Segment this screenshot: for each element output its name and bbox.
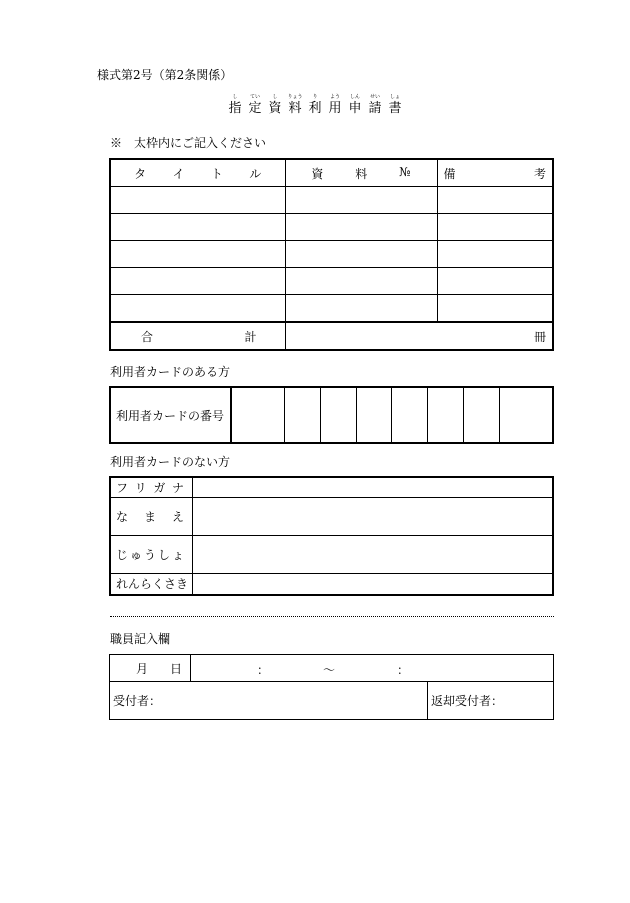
table-row — [110, 214, 553, 241]
number-cell[interactable] — [285, 241, 437, 268]
title-char — [388, 94, 402, 117]
title-cell[interactable] — [110, 295, 285, 323]
remarks-cell[interactable] — [437, 214, 553, 241]
title-kanji: 資 — [268, 101, 282, 116]
number-cell[interactable] — [285, 214, 437, 241]
page-title — [0, 83, 630, 117]
title-ruby: しょ — [389, 94, 400, 100]
title-kanji: 申 — [348, 101, 362, 116]
name-label: な ま え — [110, 497, 193, 535]
title-kanji: 料 — [288, 101, 302, 116]
material-number-header: 資 料 № — [285, 159, 437, 187]
card-digit-cell[interactable] — [285, 387, 321, 443]
title-cell[interactable] — [110, 187, 285, 214]
title-char — [308, 94, 322, 117]
address-label: じ ゅ う し ょ — [110, 535, 193, 573]
title-cell[interactable] — [110, 241, 285, 268]
number-cell[interactable] — [285, 295, 437, 323]
staff-table — [109, 654, 554, 720]
receiver-cell[interactable]: 受付者： — [110, 682, 428, 720]
total-count-cell[interactable]: 冊 — [285, 322, 553, 350]
materials-table — [109, 158, 554, 351]
card-digit-cell[interactable] — [356, 387, 392, 443]
applicant-info-table — [109, 476, 554, 596]
remarks-cell[interactable] — [437, 268, 553, 295]
title-ruby: し — [272, 94, 278, 100]
title-char — [228, 94, 242, 117]
title-char — [328, 94, 342, 117]
title-kanji: 用 — [328, 101, 342, 116]
title-kanji: 書 — [388, 101, 402, 116]
time-range-cell[interactable]: ： 〜 ： — [191, 655, 554, 682]
card-number-label: 利用者カードの番号 — [110, 387, 231, 443]
total-row — [110, 322, 553, 350]
title-char — [248, 94, 262, 117]
table-row — [110, 187, 553, 214]
table-row — [110, 241, 553, 268]
card-digit-cell[interactable] — [231, 387, 285, 443]
remarks-cell[interactable] — [437, 295, 553, 323]
contact-label: れんらくさき — [110, 573, 193, 595]
card-digit-cell[interactable] — [320, 387, 356, 443]
title-kanji: 定 — [248, 101, 262, 116]
card-digit-cell[interactable] — [428, 387, 464, 443]
title-kanji: 請 — [368, 101, 382, 116]
staff-section-heading: 職員記入欄 — [110, 632, 171, 646]
card-digit-cell[interactable] — [499, 387, 553, 443]
form-number: 様式第2号（第2条関係） — [97, 68, 233, 82]
remarks-cell[interactable] — [437, 241, 553, 268]
materials-header-row — [110, 159, 553, 187]
table-row — [110, 295, 553, 323]
card-digit-cell[interactable] — [463, 387, 499, 443]
title-char — [368, 94, 382, 117]
card-digit-cell[interactable] — [392, 387, 428, 443]
title-ruby: し — [232, 94, 238, 100]
title-ruby: り — [312, 94, 318, 100]
title-header: タ イ ト ル — [110, 159, 285, 187]
title-ruby: しん — [349, 94, 360, 100]
furigana-field[interactable] — [193, 477, 554, 497]
remarks-header: 備 考 — [437, 159, 553, 187]
title-char — [288, 94, 302, 117]
name-field[interactable] — [193, 497, 554, 535]
instruction-note: ※ 太枠内にご記入ください — [110, 136, 267, 150]
title-cell[interactable] — [110, 214, 285, 241]
title-ruby: りょう — [287, 94, 303, 100]
title-char — [348, 94, 362, 117]
card-section-heading: 利用者カードのある方 — [110, 365, 231, 379]
address-field[interactable] — [193, 535, 554, 573]
title-ruby: よう — [329, 94, 340, 100]
date-label: 月 日 — [110, 655, 191, 682]
number-cell[interactable] — [285, 187, 437, 214]
title-cell[interactable] — [110, 268, 285, 295]
total-label: 合 計 — [110, 322, 285, 350]
table-row — [110, 268, 553, 295]
title-ruby: てい — [249, 94, 260, 100]
remarks-cell[interactable] — [437, 187, 553, 214]
furigana-label: フ リ ガ ナ — [110, 477, 193, 497]
return-receiver-cell[interactable]: 返却受付者： — [428, 682, 554, 720]
title-char — [268, 94, 282, 117]
title-ruby: せい — [369, 94, 380, 100]
no-card-section-heading: 利用者カードのない方 — [110, 455, 231, 469]
number-cell[interactable] — [285, 268, 437, 295]
contact-field[interactable] — [193, 573, 554, 595]
card-number-table — [109, 386, 554, 444]
divider-dotted — [110, 616, 554, 617]
title-kanji: 指 — [228, 101, 242, 116]
title-kanji: 利 — [308, 101, 322, 116]
